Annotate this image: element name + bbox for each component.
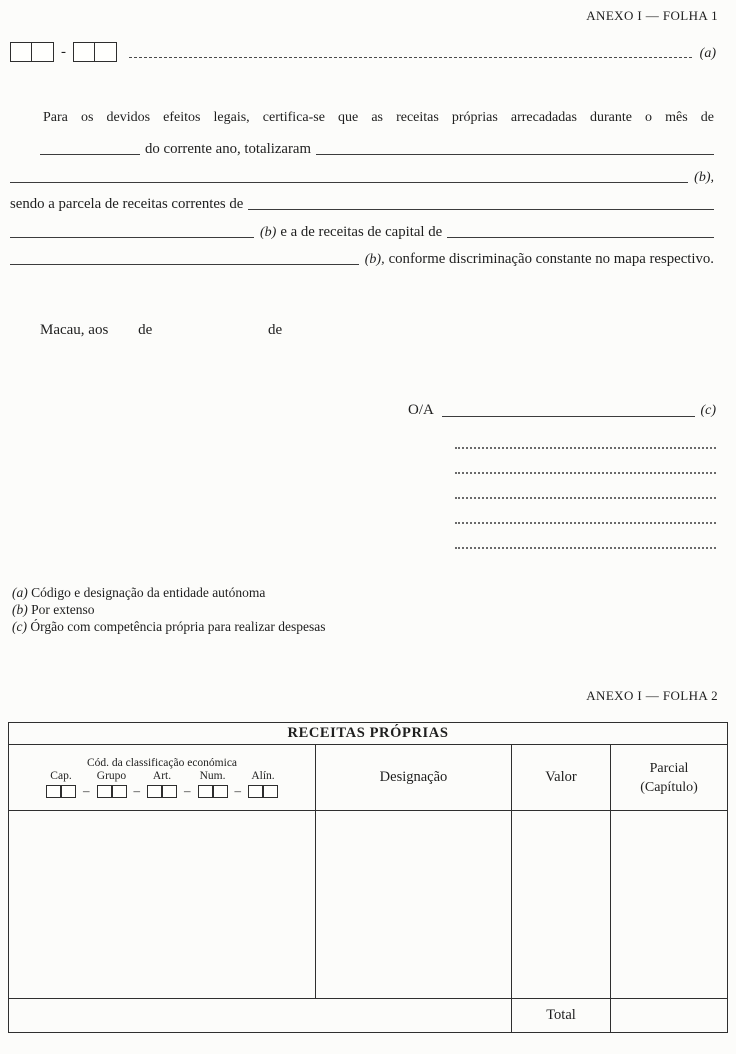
code-col-grupo [97,770,127,798]
date-city-label: Macau, aos [40,322,109,338]
code-grid [9,770,315,798]
total-row-empty-cell [9,999,512,1033]
date-de-label-1: de [138,322,153,338]
month-blank-line [40,154,140,155]
footnote-c-text: Órgão com competência própria para realizar despesas [30,619,326,634]
code-col-cap [46,770,76,798]
signature-line [442,416,696,417]
body-cell-designacao [316,811,512,999]
code-box-cell [61,785,76,798]
para-line-6 [10,242,714,270]
date-de-label-2: de [267,322,283,338]
body-cell-valor [512,811,611,999]
code-box-cell [147,785,162,798]
footnote-b-text: Por extenso [31,602,95,617]
column-header-valor: Valor [512,745,611,811]
footnote-b [12,601,325,618]
code-box-cell [95,42,117,62]
amount-blank-line-2 [10,182,688,183]
table-title: RECEITAS PRÓPRIAS [9,723,728,745]
signature-block [408,400,716,549]
capital-blank-line [447,237,714,238]
code-col-alin [248,770,278,798]
code-box-cell [248,785,263,798]
para-line-1: Para os devidos efeitos legais, certifica-se que as receitas próprias arrecadadas durante o mês de [43,110,714,125]
dotted-line [455,449,716,474]
table-body-row [9,811,728,999]
table-total-row [9,999,728,1033]
code-dash: – [234,783,241,798]
code-box-cell [73,42,95,62]
code-box-cell [263,785,278,798]
table-title-row [9,723,728,745]
correntes-blank-line-2 [10,237,254,238]
body-cell-code [9,811,316,999]
para-line-4-text: sendo a parcela de receitas correntes de [10,196,244,212]
note-c-marker: (c) [700,403,716,418]
footnote-c [12,618,325,635]
dotted-line [455,424,716,449]
entity-code-row [10,42,716,62]
page2-header: ANEXO I — FOLHA 2 [586,688,718,703]
dotted-line [455,499,716,524]
code-box-cell [198,785,213,798]
code-boxes-num [198,785,228,798]
note-b-marker-3: (b), [364,252,385,267]
code-dash: – [83,783,90,798]
para-line-4 [10,187,714,215]
table-header-row [9,745,728,811]
dotted-line [455,474,716,499]
code-box-cell [213,785,228,798]
code-col-num [198,770,228,798]
entity-code-boxes-left [10,42,54,62]
code-label-art: Art. [152,770,172,782]
code-box-cell [112,785,127,798]
code-box-cell [162,785,177,798]
para-line-5-text: e a de receitas de capital de [280,223,443,240]
correntes-blank-line [248,209,714,210]
footnote-a-marker: (a) [12,585,28,600]
total-parcial-cell [611,999,728,1033]
code-dash: – [184,783,191,798]
parcial-label-line-1: Parcial [649,760,689,776]
total-label: Total [512,999,611,1033]
code-boxes-grupo [97,785,127,798]
oa-label: O/A [408,402,434,418]
code-label-cap: Cap. [50,770,72,782]
para-line-6-text: conforme discriminação constante no mapa respectivo. [388,251,714,267]
code-label-alin: Alín. [251,770,275,782]
code-dash: – [133,783,140,798]
code-classification-header-cell [9,745,316,811]
para-line-3 [10,159,714,187]
signature-row [408,400,716,420]
parcial-label-line-2: (Capítulo) [640,779,698,795]
receitas-proprias-table [8,722,728,1033]
footnote-a [12,584,325,601]
entity-name-dashed-line [129,57,692,58]
code-caption: Cód. da classificação económica [86,757,238,769]
code-separator-dash: - [61,44,66,60]
code-boxes-cap [46,785,76,798]
code-boxes-art [147,785,177,798]
code-boxes-alin [248,785,278,798]
column-header-designacao: Designação [316,745,512,811]
code-label-grupo: Grupo [96,770,127,782]
page1-header: ANEXO I — FOLHA 1 [586,8,718,23]
para-line-2 [10,132,714,160]
note-a-marker: (a) [699,46,716,61]
code-col-art [147,770,177,798]
capital-blank-line-2 [10,264,359,265]
footnote-c-marker: (c) [12,619,27,634]
para-line-2-text: do corrente ano, totalizaram [145,141,311,157]
footnote-a-text: Código e designação da entidade autónoma [31,585,266,600]
code-label-num: Num. [199,770,226,782]
note-b-marker-1: (b), [694,169,714,185]
entity-code-boxes-right [73,42,117,62]
note-b-marker-2: (b) [260,224,277,240]
signature-dotted-lines [455,424,716,549]
dotted-line [455,524,716,549]
footnote-b-marker: (b) [12,602,28,617]
code-box-cell [97,785,112,798]
date-line [40,322,282,339]
column-header-parcial [611,745,728,811]
amount-blank-line [316,154,714,155]
code-box-cell [10,42,32,62]
body-cell-parcial [611,811,728,999]
certification-paragraph [10,104,714,269]
code-box-cell [46,785,61,798]
code-box-cell [32,42,54,62]
para-line-5 [10,214,714,242]
footnotes [12,584,325,635]
